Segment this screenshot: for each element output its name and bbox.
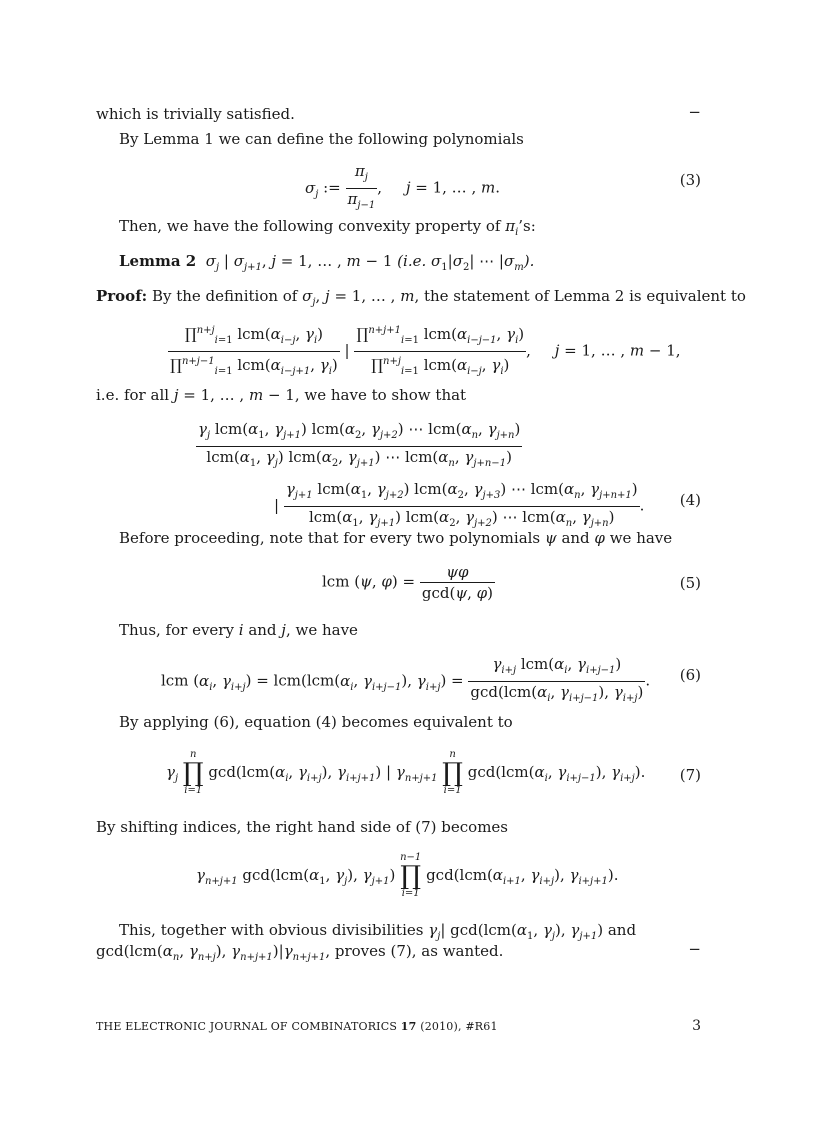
lemma2-label: Lemma 2 — [119, 252, 197, 270]
journal-volume: 17 — [400, 1020, 417, 1033]
journal-name: THE ELECTRONIC JOURNAL OF COMBINATORICS — [96, 1020, 398, 1033]
proof-line: Proof: By the definition of $\sigma_j$, j = 1, … , m, the statement of Lemma 2 is equivalent to — [96, 287, 746, 308]
equation-4-number: (4) — [679, 491, 701, 509]
closing-line-2: $\gcd(lcm(\alpha_n$, $\gamma_{n+j}$), $\gamma_{n+j+1})|\gamma_{n+j+1}$, proves (7), as wanted. — [96, 942, 504, 963]
ie-line: i.e. for all j = 1, … , m − 1, we have to show that — [96, 386, 467, 404]
equation-7: $\gamma_j$ n ∏ i=1 $\gcd(lcm(\alpha_i$, $\gamma_{i+j}$), $\gamma_{i+j+1}$) | $\gamma_{n+j+1}$ n ∏ i=1 $\gcd(lcm(\alpha_i$, $\gamma_{i+j-1}$), $\gamma_{i+j}$). — [166, 749, 646, 796]
equation-4-bottom: | $\frac{\gamma_{j+1} lcm(\alpha_1, \gamma_{j+2}) lcm(\alpha_2, \gamma_{j+3}) \cdots lcm(\alpha_n, \gamma_{j+n+1})}{lcm(\alpha_1, \gamma_{j+1}) lcm(\alpha_2, \gamma_{j+2}) \cdots lcm(\alpha_n, \gamma_{j+n})}$ . — [274, 480, 644, 533]
journal-year-article: (2010), #R61 — [420, 1020, 498, 1033]
qed-mark-top: − — [688, 103, 701, 121]
equation-5-number: (5) — [679, 574, 701, 592]
convexity-line: Then, we have the following convexity property of $\pi_i’s$: — [119, 217, 536, 238]
shifting-line: By shifting indices, the right hand side of (7) becomes — [96, 818, 509, 836]
closing-line-1: This, together with obvious divisibilities $\gamma_j|$ $\gcd(lcm(\alpha_1$, $\gamma_j$), $\gamma_{j+1}$) and — [119, 921, 637, 942]
equation-6-number: (6) — [679, 666, 701, 684]
equation-3-number: (3) — [679, 171, 701, 189]
page-number: 3 — [692, 1018, 701, 1034]
equation-6: lcm ($\alpha_i$, $\gamma_{i+j}) = lcm(lcm(\alpha_i$, $\gamma_{i+j-1}$), $\gamma_{i+j}$) = $\frac{\gamma_{i+j} lcm(\alpha_i, \gamma_{i+j-1})}{\gcd(lcm(\alpha_i, \gamma_{i+j-1}), \gamma_{i+j})}$ . — [161, 655, 650, 708]
equation-7-number: (7) — [679, 766, 701, 784]
proof-label: Proof: — [96, 287, 148, 305]
thus-line: Thus, for every i and j, we have — [119, 621, 358, 639]
footer — [96, 1020, 498, 1033]
before-line: Before proceeding, note that for every two polynomials ψ and φ we have — [119, 529, 673, 547]
lemma-2: Lemma 2 $\sigma_j$ | $\sigma_{j+1}$, j = 1, … , m − 1 (i.e. $\sigma_1|\sigma_2|$ ⋯ $|\sigma_m$). — [119, 252, 535, 273]
lemma1-line: By Lemma 1 we can define the following polynomials — [119, 130, 524, 148]
display-2: $\gamma_{n+j+1}$ $\gcd(lcm(\alpha_1$, $\gamma_j$), $\gamma_{j+1}$) n−1 ∏ i=1 $\gcd(lcm(\alpha_{i+1}$, $\gamma_{i+j}$), $\gamma_{i+j+1}$). — [196, 852, 619, 899]
equation-5: lcm (ψ, φ) = $\frac{\psi\varphi}{\gcd(\psi, \varphi)}$ — [322, 563, 493, 602]
qed-mark-bottom: − — [688, 940, 701, 958]
intro-line: which is trivially satisfied. — [96, 105, 295, 123]
display-1: $\frac{\prod^{n+j}_{i=1} lcm(\alpha_{i-j}, \gamma_i)}{\prod^{n+j-1}_{i=1} lcm(\alpha_{i-j+1}, \gamma_i)}$ | $\frac{\prod^{n+j+1}_{i=1} lcm(\alpha_{i-j-1}, \gamma_i)}{\prod^{n+j}_{i=1} lcm(\alpha_{i-j}, \gamma_i)}$ , j = 1, … , m − 1, — [168, 322, 681, 381]
applying-line: By applying (6), equation (4) becomes equivalent to — [119, 713, 513, 731]
equation-3: $\sigma_j$ := $\frac{\pi_j}{\pi_{j-1}}$ , j = 1, … , m. — [305, 162, 500, 215]
equation-4-top: $\frac{\gamma_j lcm(\alpha_1, \gamma_{j+1}) lcm(\alpha_2, \gamma_{j+2}) \cdots lcm(\alpha_n, \gamma_{j+n})}{lcm(\alpha_1, \gamma_j) lcm(\alpha_2, \gamma_{j+1}) \cdots lcm(\alpha_n, \gamma_{j+n-1})}$ — [196, 420, 522, 473]
